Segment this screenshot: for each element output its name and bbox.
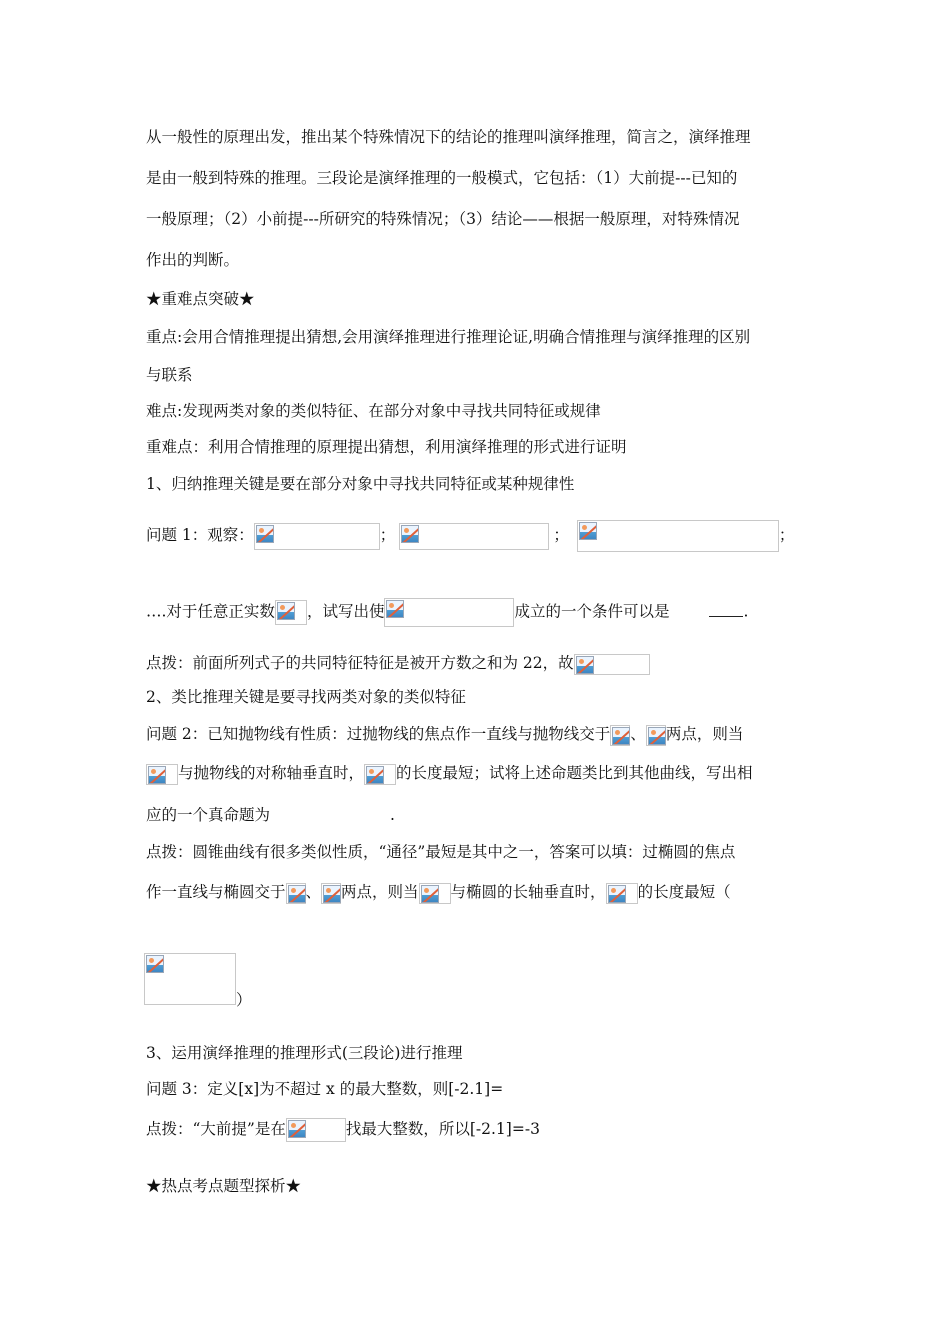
- hint3-line: [146, 1118, 540, 1142]
- hint3-text-b: 找最大整数，所以[-2.1]=-3: [345, 1120, 540, 1138]
- question1-end: .: [743, 602, 749, 621]
- hint2-text-c: 两点，则当: [341, 883, 419, 901]
- formula-image: [606, 883, 638, 904]
- section3-title: 3、运用演绎推理的推理形式(三段论)进行推理: [146, 1044, 463, 1062]
- formula-image: [254, 523, 380, 550]
- key-difficulty-line: 重难点：利用合情推理的原理提出猜想，利用演绎推理的形式进行证明: [146, 438, 627, 456]
- question2-text-a: 问题 2：已知抛物线有性质：过抛物线的焦点作一直线与抛物线交于: [146, 725, 611, 743]
- separator: ；: [778, 526, 795, 544]
- formula-image: [286, 1118, 346, 1142]
- formula-image: [574, 654, 650, 675]
- hint1-text: 点拨：前面所列式子的共同特征特征是被开方数之和为 22，故: [146, 654, 574, 672]
- question1-text-c: 成立的一个条件可以是: [514, 602, 670, 621]
- question2-line-2: [146, 762, 753, 785]
- hint2-line-1: 点拨：圆锥曲线有很多类似性质，“通径”最短是其中之一，答案可以填：过椭圆的焦点: [146, 843, 736, 861]
- separator: ；: [553, 526, 569, 544]
- question2-line-3: [146, 804, 395, 826]
- formula-image: [321, 883, 341, 904]
- focus-line-1: 重点:会用合情推理提出猜想,会用演绎推理进行推理论证,明确合情推理与演绎推理的区别: [146, 328, 751, 346]
- intro-line-3: 一般原理；（2）小前提---所研究的特殊情况；（3）结论——根据一般原理，对特殊情况: [146, 210, 740, 228]
- formula-image: [146, 764, 178, 785]
- formula-image: [384, 598, 514, 627]
- question1-prefix: 问题 1：观察：: [146, 526, 254, 544]
- formula-image: [144, 953, 236, 1005]
- question1-line: [146, 520, 794, 552]
- question1-text-a: ….对于任意正实数: [146, 602, 275, 621]
- focus-line-2: 与联系: [146, 366, 193, 384]
- question2-line-1: [146, 723, 743, 746]
- formula-image: [646, 725, 666, 746]
- difficulty-line: 难点:发现两类对象的类似特征、在部分对象中寻找共同特征或规律: [146, 402, 601, 420]
- question2-text-d: 的长度最短；试将上述命题类比到其他曲线，写出相: [396, 764, 753, 782]
- formula-image: [286, 883, 306, 904]
- enumeration-comma: 、: [630, 725, 646, 743]
- enumeration-comma: 、: [305, 883, 322, 901]
- heading-key-points: ★重难点突破★: [146, 290, 255, 308]
- intro-line-2: 是由一般到特殊的推理。三段论是演绎推理的一般模式，它包括：（1）大前提---已知的: [146, 169, 738, 187]
- answer-blank: [709, 602, 743, 617]
- hint2-text-e: 的长度最短（: [637, 883, 731, 901]
- hint1-line: [146, 652, 650, 675]
- hint2-close-paren: ）: [236, 991, 252, 1009]
- intro-line-4: 作出的判断。: [146, 251, 240, 269]
- hint2-line-2: [146, 881, 731, 904]
- question2-period: .: [390, 806, 395, 824]
- question2-text-b: 两点，则当: [665, 725, 744, 743]
- heading-hot-topics: ★热点考点题型探析★: [146, 1177, 302, 1195]
- formula-image: [275, 600, 307, 625]
- hint3-text-a: 点拨：“大前提”是在: [146, 1120, 286, 1138]
- question2-text-c: 与抛物线的对称轴垂直时，: [178, 764, 365, 782]
- formula-image: [577, 520, 779, 552]
- question1-continuation: [146, 598, 748, 627]
- formula-image: [364, 764, 396, 785]
- question3-line: 问题 3：定义[x]为不超过 x 的最大整数，则[-2.1]=: [146, 1080, 504, 1098]
- intro-line-1: 从一般性的原理出发，推出某个特殊情况下的结论的推理叫演绎推理，简言之，演绎推理: [146, 128, 751, 146]
- formula-image: [399, 523, 549, 550]
- formula-image: [610, 725, 630, 746]
- question1-text-b: ，试写出使: [306, 602, 385, 621]
- formula-image: [419, 883, 451, 904]
- question2-text-e: 应的一个真命题为: [146, 806, 271, 824]
- hint2-text-b: 作一直线与椭圆交于: [146, 883, 286, 901]
- separator: ；: [379, 526, 396, 544]
- section2-title: 2、类比推理关键是要寻找两类对象的类似特征: [146, 688, 466, 706]
- section1-title: 1、归纳推理关键是要在部分对象中寻找共同特征或某种规律性: [146, 475, 575, 493]
- hint2-text-d: 与椭圆的长轴垂直时，: [450, 883, 606, 901]
